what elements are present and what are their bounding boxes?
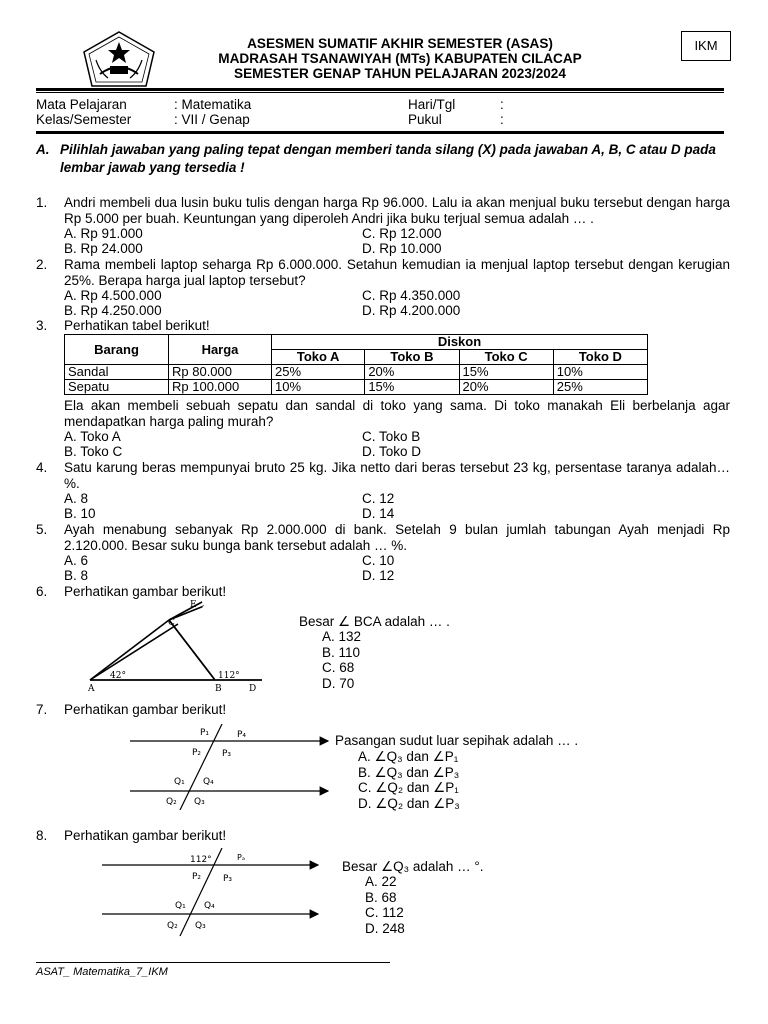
parallel-lines-figure-8 [96, 848, 326, 938]
info-rule [36, 131, 724, 134]
school-logo [80, 30, 158, 90]
q3-text: Ela akan membeli sebuah sepatu dan sandal di toko yang sama. Di toko manakah Eli berbelanja agar mendapatkan harga paling murah? [64, 398, 730, 429]
subject-label: Mata Pelajaran [36, 97, 127, 112]
q8-option-b: B. 68 [365, 890, 397, 905]
q8-intro: Perhatikan gambar berikut! [64, 828, 227, 843]
q2-option-c: C. Rp 4.350.000 [362, 288, 461, 303]
footer-text: ASAT_ Matematika_7_IKM [36, 966, 168, 978]
table-header-barang: Barang [65, 335, 169, 365]
q6-question: Besar ∠ BCA adalah … . [299, 614, 450, 629]
table-cell: Rp 100.000 [169, 380, 272, 395]
label-c: C [168, 618, 175, 628]
class-value: : VII / Genap [174, 112, 250, 127]
label-p4: P₄ [237, 730, 247, 740]
label-p3: P₃ [223, 874, 233, 884]
q4-text: Satu karung beras mempunyai bruto 25 kg. Jika netto dari beras tersebut 23 kg, persentase taranya adalah… %. [64, 460, 730, 491]
q3-option-d: D. Toko D [362, 444, 422, 459]
school-name: MADRASAH TSANAWIYAH (MTs) KABUPATEN CILACAP [218, 51, 582, 66]
label-q4: Q₄ [204, 901, 215, 911]
label-e: E [190, 600, 197, 610]
instruction-text: Pilihlah jawaban yang paling tepat dengan memberi tanda silang (X) pada jawaban A, B, C atau D pada lembar jawab yang tersedia ! [60, 142, 716, 175]
table-cell: Sepatu [65, 380, 169, 395]
table-header-diskon: Diskon [272, 335, 648, 350]
table-cell: 15% [365, 380, 459, 395]
label-q3: Q₃ [195, 921, 206, 931]
q3-option-a: A. Toko A [64, 429, 121, 444]
table-row [65, 365, 648, 380]
q5-option-c: C. 10 [362, 553, 395, 568]
day-value: : [500, 97, 504, 112]
q4-option-c: C. 12 [362, 491, 395, 506]
q4-option-a: A. 8 [64, 491, 89, 506]
table-cell: 20% [365, 365, 459, 380]
angle-a-label: 42° [110, 671, 126, 681]
q6-number: 6. [36, 584, 48, 599]
q8-option-d: D. 248 [365, 921, 405, 936]
curriculum-code-box: IKM [681, 31, 731, 61]
q6-option-c: C. 68 [322, 660, 355, 675]
q2-text: Rama membeli laptop seharga Rp 6.000.000. Setahun kemudian ia menjual laptop tersebut dengan kerugian 25%. Berapa harga jual laptop tersebut? [64, 257, 730, 288]
q6-option-a: A. 132 [322, 629, 362, 644]
q6-option-d: D. 70 [322, 676, 355, 691]
q6-intro: Perhatikan gambar berikut! [64, 584, 227, 599]
q7-number: 7. [36, 702, 48, 717]
label-q3: Q₃ [194, 797, 205, 807]
semester-title: SEMESTER GENAP TAHUN PELAJARAN 2023/2024 [234, 66, 566, 81]
label-p4: Pₐ [237, 853, 245, 862]
label-p1: P₁ [200, 728, 210, 738]
label-p3: P₃ [222, 749, 232, 759]
q8-number: 8. [36, 828, 48, 843]
table-cell: 10% [553, 365, 647, 380]
footer-rule [36, 962, 390, 963]
q5-option-d: D. 12 [362, 568, 395, 583]
label-q1: Q₁ [175, 901, 186, 911]
q1-option-c: C. Rp 12.000 [362, 226, 442, 241]
table-cell: 10% [272, 380, 365, 395]
q4-option-d: D. 14 [362, 506, 395, 521]
q2-number: 2. [36, 257, 48, 272]
q5-text: Ayah menabung sebanyak Rp 2.000.000 di bank. Setelah 9 bulan jumlah tabungan Ayah menjadi Rp 2.120.000. Besar suku bunga bank tersebut adalah … %. [64, 522, 730, 553]
label-a: A [88, 684, 95, 694]
table-cell: 20% [459, 380, 553, 395]
label-q4: Q₄ [203, 777, 214, 787]
class-label: Kelas/Semester [36, 112, 132, 127]
q7-intro: Perhatikan gambar berikut! [64, 702, 227, 717]
angle-label-112: 112° [190, 855, 212, 865]
q1-number: 1. [36, 195, 48, 210]
q1-option-b: B. Rp 24.000 [64, 241, 143, 256]
q6-option-b: B. 110 [322, 645, 361, 660]
instruction [36, 141, 726, 177]
table-row [65, 380, 648, 395]
triangle-figure [84, 598, 274, 694]
header-rule [36, 88, 724, 91]
table-cell: 15% [459, 365, 553, 380]
q7-question: Pasangan sudut luar sepihak adalah … . [335, 733, 579, 748]
q7-option-d: D. ∠Q₂ dan ∠P₃ [358, 796, 460, 811]
label-p2: P₂ [192, 872, 202, 882]
label-p2: P₂ [192, 748, 202, 758]
table-header-toko-a: Toko A [272, 350, 365, 365]
q7-option-a: A. ∠Q₃ dan ∠P₁ [358, 749, 459, 764]
parallel-lines-figure-7 [124, 724, 334, 810]
q1-option-d: D. Rp 10.000 [362, 241, 442, 256]
q5-option-b: B. 8 [64, 568, 89, 583]
q7-option-c: C. ∠Q₂ dan ∠P₁ [358, 780, 459, 795]
discount-table [64, 334, 648, 395]
q2-option-b: B. Rp 4.250.000 [64, 303, 162, 318]
q1-option-a: A. Rp 91.000 [64, 226, 143, 241]
q8-option-c: C. 112 [365, 905, 404, 920]
q5-option-a: A. 6 [64, 553, 89, 568]
label-q1: Q₁ [174, 777, 185, 787]
label-b: B [215, 684, 222, 694]
table-cell: Sandal [65, 365, 169, 380]
q8-option-a: A. 22 [365, 874, 397, 889]
label-d: D [249, 684, 257, 694]
section-letter: A. [36, 142, 50, 157]
q5-number: 5. [36, 522, 48, 537]
table-header-toko-c: Toko C [459, 350, 553, 365]
q3-option-c: C. Toko B [362, 429, 421, 444]
exam-title: ASESMEN SUMATIF AKHIR SEMESTER (ASAS) [247, 36, 553, 51]
q2-option-a: A. Rp 4.500.000 [64, 288, 162, 303]
day-label: Hari/Tgl [408, 97, 456, 112]
header-rule-thin [36, 92, 724, 93]
q3-option-b: B. Toko C [64, 444, 123, 459]
q3-number: 3. [36, 318, 48, 333]
q4-number: 4. [36, 460, 48, 475]
subject-value: : Matematika [174, 97, 252, 112]
time-value: : [500, 112, 504, 127]
q7-option-b: B. ∠Q₃ dan ∠P₃ [358, 765, 460, 780]
label-q2: Q₂ [166, 797, 177, 807]
q8-question: Besar ∠Q₃ adalah … °. [342, 859, 484, 874]
table-cell: 25% [553, 380, 647, 395]
q1-text: Andri membeli dua lusin buku tulis dengan harga Rp 96.000. Lalu ia akan menjual buku tersebut dengan harga Rp 5.000 per buah. Keuntungan yang diperoleh Andri jika buku terjual semua adalah … . [64, 195, 730, 226]
table-cell: 25% [272, 365, 365, 380]
table-cell: Rp 80.000 [169, 365, 272, 380]
label-q2: Q₂ [167, 921, 178, 931]
table-header-harga: Harga [169, 335, 272, 365]
table-header-toko-d: Toko D [553, 350, 647, 365]
q4-option-b: B. 10 [64, 506, 96, 521]
time-label: Pukul [408, 112, 442, 127]
q3-intro: Perhatikan tabel berikut! [64, 318, 210, 333]
angle-b-label: 112° [218, 671, 240, 681]
table-header-toko-b: Toko B [365, 350, 459, 365]
q2-option-d: D. Rp 4.200.000 [362, 303, 461, 318]
